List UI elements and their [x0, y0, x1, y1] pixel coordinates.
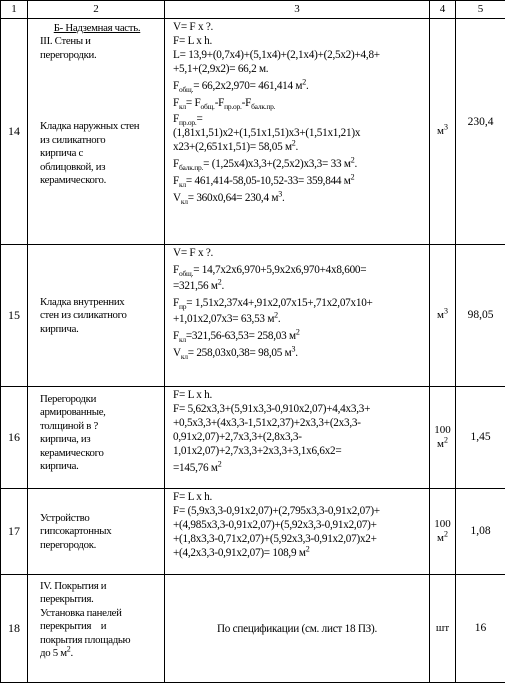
header-row [1, 1, 505, 19]
quantity: 1,45 [456, 387, 505, 489]
unit: шт [430, 575, 456, 683]
header-cell: 5 [456, 1, 505, 19]
calculation: По спецификации (см. лист 18 ПЗ). [165, 575, 430, 683]
header-cell: 1 [1, 1, 28, 19]
header-cell: 3 [165, 1, 430, 19]
work-description: Устройство гипсокартонных перегородок. [28, 489, 165, 575]
table-row [1, 489, 505, 575]
calculation: F= L x h. F= (5,9x3,3-0,91x2,07)+(2,795x3,3-0,91x2,07)+ +(4,985x3,3-0,91x2,07)+(5,92x3,3-0,91x2,07)+ +(1,8x3,3-0,71x2,07)+(5,92x3,3-0,91x2,07)x2+ +(4,2x3,3-0,91x2,07)= 108,9 $м^2$ [165, 489, 430, 575]
quantity: 230,4 [456, 19, 505, 245]
work-description: Б- Надземная часть. III. Стены и перегородки. Кладка наружных стен из силикатного кирпича с облицовкой, из керамического. [28, 19, 165, 245]
quantity: 1,08 [456, 489, 505, 575]
unit: $м^3$ [430, 245, 456, 387]
row-number: 18 [1, 575, 28, 683]
work-description: Кладка внутренних стен из силикатного кирпича. [28, 245, 165, 387]
quantity: 98,05 [456, 245, 505, 387]
row-number: 14 [1, 19, 28, 245]
table-row [1, 245, 505, 387]
work-description: IV. Покрытия и перекрытия. Установка панелей перекрытия и покрытия площадью до 5 $м^2$. [28, 575, 165, 683]
row-number: 17 [1, 489, 28, 575]
row-number: 16 [1, 387, 28, 489]
calculation: F= L x h. F= 5,62x3,3+(5,91x3,3-0,910x2,07)+4,4x3,3+ +0,5x3,3+(4x3,3-1,51x2,37)+2x3,3+(2x3,3- 0,91x2,07)+2,7x3,3+(2,8x3,3- 1,01x2,07)+2,7x3,3+2x3,3+3,1x6,6x2= =145,76 $м^2$ [165, 387, 430, 489]
table-row [1, 19, 505, 245]
header-cell: 4 [430, 1, 456, 19]
row-number: 15 [1, 245, 28, 387]
calculation: V= F x ?. F= L x h. L= 13,9+(0,7x4)+(5,1x4)+(2,1x4)+(2,5x2)+4,8+ +5,1+(2,9x2)= 66,2 м. $F_{общ.}= 66,2x2,970= 461,414$ $м^2$. $F_{кл}= F_{общ.}-F_{пр.ор.}-F_{балк.пр.}$ $F_{пр.ор.}=$ (1,81x1,51)x2+(1,51x1,51)x3+(1,51x1,21)x x23+(2,651x1,51)= 58,05 $м^2$. $F_{балк.пр.}= (1,25x4)x3,3+(2,5x2)x3,3= 33$ $м^2$. $F_{кл}= 461,414-58,05-10,52-33= 359,844$ $м^2$ $V_{кл}= 360x0,64= 230,4$ $м^3$. [165, 19, 430, 245]
unit: $м^3$ [430, 19, 456, 245]
unit: 100 $м^2$ [430, 489, 456, 575]
quantity: 16 [456, 575, 505, 683]
header-cell: 2 [28, 1, 165, 19]
work-description: Перегородки армированные, толщиной в ? кирпича, из керамического кирпича. [28, 387, 165, 489]
calculation: V= F x ?. $F_{общ.}= 14,7x2x6,970+5,9x2x6,970+4x8,600=$ =321,56 $м^2$. $F_{пр}= 1,51x2,37x4+,91x2,07x15+,71x2,07x10+$ +1,01x2,07x3= 63,53 $м^2$. $F_{кл}=321,56-63,53= 258,03$ $м^2$ $V_{кл}= 258,03x0,38= 98,05$ $м^3$. [165, 245, 430, 387]
table-row [1, 387, 505, 489]
table-row [1, 575, 505, 683]
unit: 100 $м^2$ [430, 387, 456, 489]
